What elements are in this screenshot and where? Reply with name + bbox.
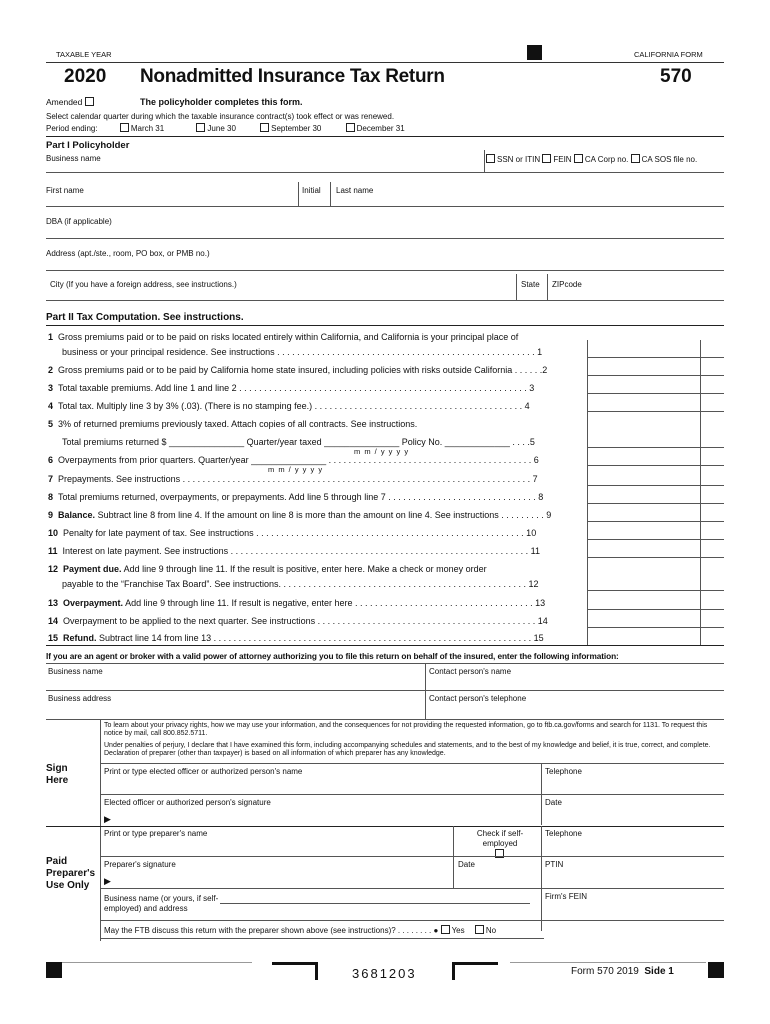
period-june: June 30 (207, 124, 236, 133)
contact-phone-label: Contact person's telephone (429, 694, 527, 703)
business-name-yours-label: Business name (or yours, if self-employed) and address (104, 894, 219, 913)
print-officer-label: Print or type elected officer or authorized person's name (104, 767, 303, 776)
id-type-row (486, 154, 697, 164)
taxable-year-label: TAXABLE YEAR (56, 50, 112, 59)
agent-business-name-label: Business name (48, 667, 103, 676)
footer-corner-left (272, 962, 318, 980)
line-11: 11 Interest on late payment. See instructions . . . . . . . . . . . . . . . . . . . . . . . . . . . . . . . . . . . . . . . . . . . . . . . . . . . . . . . . . . . . 11 (48, 546, 541, 556)
footer-corner-right (452, 962, 498, 980)
discuss-row (104, 925, 496, 935)
officer-signature-arrow-icon: ▶ (104, 814, 111, 824)
period-ending-label: Period ending: (46, 124, 98, 133)
part2-title: Part II Tax Computation. See instructions. (46, 312, 244, 323)
sign-here-label: Sign Here (46, 763, 69, 786)
check-self-label: Check if self-employed (476, 829, 524, 848)
policyholder-note: The policyholder completes this form. (140, 97, 303, 107)
dba-label: DBA (if applicable) (46, 217, 112, 226)
line-13: 13 Overpayment. Add line 9 through line 11. If result is negative, enter here . . . . . . . . . . . . . . . . . . . . . . . . . . . . . . . . . . . . 13 (48, 598, 546, 608)
preparer-signature-label: Preparer's signature (104, 860, 176, 869)
discuss-label: May the FTB discuss this return with the preparer shown above (see instructions)? . . . . . . . . (104, 926, 432, 935)
line-9: 9 Balance. Subtract line 8 from line 4. If the amount on line 8 is more than the amount on line 4. See instructions . . . . . . . . . 9 (48, 510, 552, 520)
line-8: 8 Total premiums returned, overpayments, or prepayments. Add line 5 through line 7 . . . . . . . . . . . . . . . . . . . . . . . . . . . . . . 8 (48, 492, 544, 502)
amended-label: Amended (46, 97, 83, 107)
perjury-text: Under penalties of perjury, I declare that I have examined this form, including accompanying schedules and statements, and to the best of my knowledge and belief, it is true, correct, and complete. Declaration of preparer (other than taxpayer) is based on all information of which preparer has any knowledge. (104, 742, 711, 758)
line-4: 4 Total tax. Multiply line 3 by 3% (.03). (There is no stamping fee.) . . . . . . . . . . . . . . . . . . . . . . . . . . . . . . . . . . . . . . . . . . 4 (48, 401, 530, 411)
september-checkbox[interactable] (260, 123, 269, 132)
period-ending-row (46, 123, 405, 133)
line-5b: Total premiums returned $ _______________ Quarter/year taxed _______________ Policy No. _____________ . . . .5 (62, 437, 535, 447)
march-checkbox[interactable] (120, 123, 129, 132)
discuss-yes-label: Yes (451, 926, 465, 935)
discuss-no-checkbox[interactable] (475, 925, 484, 934)
preparer-date-label: Date (458, 860, 475, 869)
discuss-no-label: No (485, 926, 497, 935)
mmyyyy-5: m m / y y y y (354, 447, 410, 456)
fein-label: FEIN (553, 155, 572, 164)
amended-checkbox[interactable] (85, 97, 94, 106)
contact-name-label: Contact person's name (429, 667, 512, 676)
ssn-label: SSN or ITIN (497, 155, 541, 164)
ca-corp-label: CA Corp no. (584, 155, 629, 164)
privacy-text: To learn about your privacy rights, how we may use your information, and the consequences for not providing the requested information, go to ftb.ca.gov/forms and search for 1131. To request this notice by mail, call 800.852.5711. (104, 722, 708, 738)
form-number: 570 (660, 66, 692, 87)
city-label: City (If you have a foreign address, see instructions.) (50, 280, 237, 289)
form-side-text: Form 570 2019 (571, 966, 639, 977)
part1-title: Part I Policyholder (46, 140, 130, 151)
line-3: 3 Total taxable premiums. Add line 1 and line 2 . . . . . . . . . . . . . . . . . . . . . . . . . . . . . . . . . . . . . . . . . . . . . . . . . . . . . . . . . . 3 (48, 383, 535, 393)
print-preparer-label: Print or type preparer's name (104, 829, 208, 838)
agent-heading: If you are an agent or broker with a valid power of attorney authorizing you to file this return on behalf of the insured, enter the following information: (46, 651, 619, 661)
line-15: 15 Refund. Subtract line 14 from line 13 . . . . . . . . . . . . . . . . . . . . . . . . . . . . . . . . . . . . . . . . . . . . . . . . . . . . . . . . . . . . . . . . 15 (48, 633, 544, 643)
first-name-label: First name (46, 186, 84, 195)
address-label: Address (apt./ste., room, PO box, or PMB no.) (46, 249, 210, 258)
line-5: 5 3% of returned premiums previously taxed. Attach copies of all contracts. See instructions. (48, 419, 418, 429)
form-code: 3681203 (352, 966, 417, 981)
june-checkbox[interactable] (196, 123, 205, 132)
ca-sos-checkbox[interactable] (631, 154, 640, 163)
line-6: 6 Overpayments from prior quarters. Quarter/year _______________ . . . . . . . . . . . . . . . . . . . . . . . . . . . . . . . . . . . . . . . . . 6 (48, 455, 539, 465)
footer-mark-left (46, 962, 62, 978)
preparer-telephone-label: Telephone (545, 829, 582, 838)
zip-label: ZIPcode (552, 280, 582, 289)
discuss-yes-checkbox[interactable] (441, 925, 450, 934)
line-10: 10 Penalty for late payment of tax. See instructions . . . . . . . . . . . . . . . . . . . . . . . . . . . . . . . . . . . . . . . . . . . . . . . . . . . . . . 10 (48, 528, 537, 538)
line-12: 12 Payment due. Add line 9 through line 11. If the result is positive, enter here. Make a check or money order (48, 564, 487, 574)
mmyyyy-6: m m / y y y y (268, 465, 324, 474)
initial-label: Initial (302, 186, 321, 195)
paid-preparer-label: Paid Preparer's Use Only (46, 856, 96, 891)
select-quarter-text: Select calendar quarter during which the taxable insurance contract(s) took effect or was renewed. (46, 112, 395, 121)
fein-checkbox[interactable] (542, 154, 551, 163)
state-label: State (521, 280, 540, 289)
line-1: 1 Gross premiums paid or to be paid on risks located entirely within California, and California is your principal place of (48, 332, 519, 342)
registration-mark (527, 45, 542, 60)
ptin-label: PTIN (545, 860, 564, 869)
line-12b: payable to the “Franchise Tax Board”. See instructions. . . . . . . . . . . . . . . . . . . . . . . . . . . . . . . . . . . . . . . . . . . . . . . . . . 12 (62, 579, 539, 589)
tax-year: 2020 (64, 66, 107, 87)
line-2: 2 Gross premiums paid or to be paid by California home state insured, including policies with risks outside California . . . . . .2 (48, 365, 548, 375)
officer-telephone-label: Telephone (545, 767, 582, 776)
form-title: Nonadmitted Insurance Tax Return (140, 66, 445, 87)
line-1b: business or your principal residence. See instructions . . . . . . . . . . . . . . . . . . . . . . . . . . . . . . . . . . . . . . . . . . . . . . . . . . . . 1 (62, 347, 543, 357)
ca-sos-label: CA SOS file no. (641, 155, 698, 164)
line-7: 7 Prepayments. See instructions . . . . . . . . . . . . . . . . . . . . . . . . . . . . . . . . . . . . . . . . . . . . . . . . . . . . . . . . . . . . . . . . . . . . . . 7 (48, 474, 538, 484)
california-form-label: CALIFORNIA FORM (634, 50, 703, 59)
form-side (571, 966, 674, 977)
officer-signature-label: Elected officer or authorized person's signature (104, 798, 271, 807)
discuss-bullet-icon: ● (433, 926, 439, 935)
side-bold: Side 1 (644, 966, 674, 977)
period-march: March 31 (130, 124, 165, 133)
period-september: September 30 (271, 124, 322, 133)
december-checkbox[interactable] (346, 123, 355, 132)
line-14: 14 Overpayment to be applied to the next quarter. See instructions . . . . . . . . . . . . . . . . . . . . . . . . . . . . . . . . . . . . . . . . . . . . 14 (48, 616, 548, 626)
period-december: December 31 (356, 124, 405, 133)
ca-corp-checkbox[interactable] (574, 154, 583, 163)
firms-fein-label: Firm's FEIN (545, 892, 587, 901)
ssn-checkbox[interactable] (486, 154, 495, 163)
agent-business-address-label: Business address (48, 694, 112, 703)
footer-mark-right (708, 962, 724, 978)
preparer-signature-arrow-icon: ▶ (104, 876, 111, 886)
officer-date-label: Date (545, 798, 562, 807)
last-name-label: Last name (336, 186, 374, 195)
business-name-label: Business name (46, 154, 101, 163)
amended-row (46, 97, 96, 107)
